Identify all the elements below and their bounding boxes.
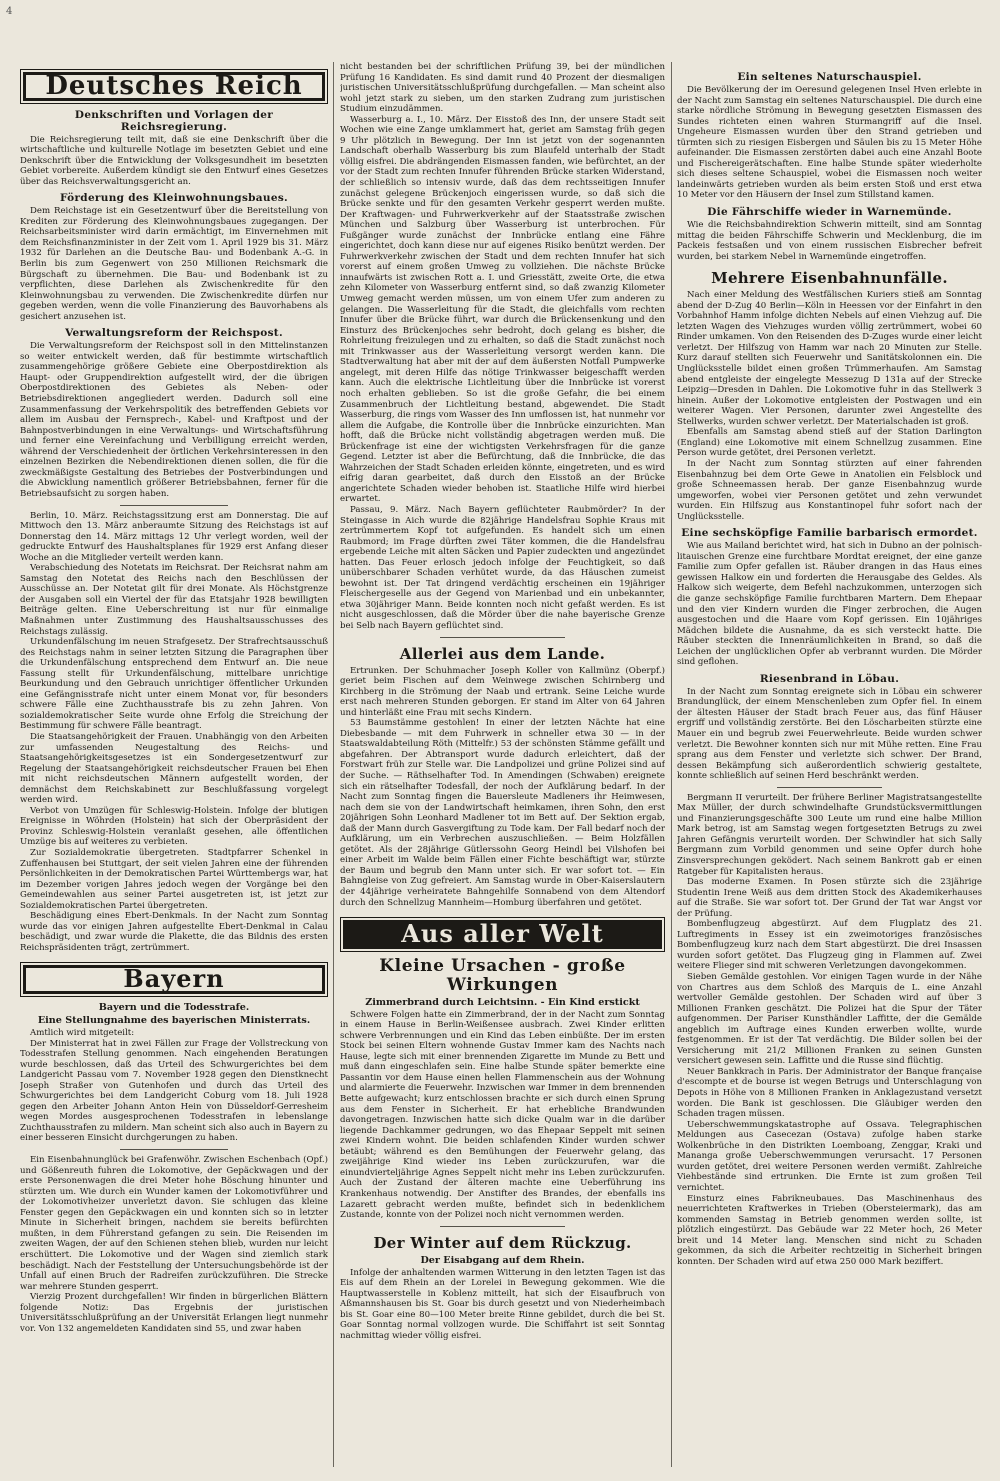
article-title: Der Winter auf dem Rückzug.	[373, 1233, 632, 1252]
article-body: Nach einer Meldung des Westfälischen Kuriers stieß am Sonntag abend der D-Zug 40 Berlin—Köln in Heessen vor der Einfahrt in den Vorbahnhof Hamm infolge dichten Nebels auf einen Viehzug auf. Die letzten Wagen des Viehzuges wurden völlig zertrümmert, wobei 60 Rinder umkamen. Von den Reisenden des D-Zuges wurde einer leicht verletzt. Der Hilfszug von Hamm war nach 20 Minuten zur Stelle. Kurz darauf stellten sich Feuerwehr und Sanitätskolonnen ein. Die Unglücksstelle bildet einen großen Trümmerhaufen. Am Samstag abend entgleiste der eingelegte Messezug D 131a auf der Strecke Leipzig—Dresden in Dahlen. Die Lokomotive fuhr in das Stellwerk 3 hinein. Außer der Lokomotive entgleisten der Postwagen und ein weiterer Wagen. Vier Personen, darunter zwei Angestellte des Stellwerks, wurden schwer verletzt. Der Materialschaden ist groß.	[677, 290, 982, 427]
column-3	[677, 66, 982, 1467]
article-body: Neuer Bankkrach in Paris. Der Administrator der Banque française d'escompte et de bourse ist wegen Betrugs und Unterschlagung von Depots in Höhe von 8 Millionen Franken in Anklagezustand versetzt worden. Die Bank ist geschlossen. Die Gläubiger werden den Schaden tragen müssen.	[677, 1066, 982, 1120]
article-title: Mehrere Eisenbahnunfälle.	[711, 269, 948, 288]
article-body: Sieben Gemälde gestohlen. Vor einigen Tagen wurde in der Nähe von Chartres aus dem Schloß des Marquis de L. eine Anzahl wertvoller Gemälde gestohlen. Der Schaden wird auf über 3 Millionen Franken geschätzt. Die Polizei hat die Spur der Täter aufgenommen. Der Pariser Kunsthändler Laffitte, der die Gemälde angeblich im Auftrage eines Kunden erwerben wollte, wurde festgenommen. Er ist der Tat verdächtig. Die Bilder sollen bei der Versicherung mit 21/2 Millionen Franken zu seinen Gunsten versichert gewesen sein. Laffitte und die Russe sind flüchtig.	[677, 972, 982, 1067]
article-lead: Amtlich wird mitgeteilt:	[30, 1028, 135, 1039]
article-body: Passau, 9. März. Nach Bayern geflüchteter Raubmörder? In der Steingasse in Aich wurde die 82jährige Handelsfrau Sophie Kraus mit zertrümmertem Kopf tot aufgefunden. Es handelt sich um einen Raubmord; im Frage dürften zwei Täter kommen, die die Handelsfrau ergebende Leiche mit alten Säcken und Papier zudeckten und angezündet hatten. Das Feuer erlosch jedoch infolge der Feuchtigkeit, so daß unüberschbarer Schaden verhütet wurde, da das Häuschen zumeist bewohnt ist. Der Tat dringend verdächtig erscheinen ein 19jähriger Fleischergeselle aus der Gegend von Marienbad und ein unbekannter, etwa 30jähriger Mann. Beide konnten noch nicht gefaßt werden. Es ist nicht ausgeschlossen, daß die Mörder über die nahe bayerische Grenze bei Selb nach Bayern geflüchtet sind.	[340, 504, 665, 631]
article-body: Bombenflugzeug abgestürzt. Auf dem Flugplatz des 21. Luftregiments in Essey ist ein zweimotoriges französisches Bombenflugzeug kurz nach dem Start abgestürzt. Die drei Insassen wurden sofort getötet. Das Flugzeug ging in Flammen auf. Zwei weitere Flieger sind mit schweren Verletzungen davongekommen.	[677, 919, 982, 972]
article-body: Verabschiedung des Notetats im Reichsrat. Der Reichsrat nahm am Samstag den Notetat des Reichs nach den Beschlüssen der Ausschüsse an. Der Notetat gilt für drei Monate. Als Höchstgrenze der Ausgaben soll ein Viertel der für das Etatsjahr 1928 bewilligten Beiträge gelten. Eine Ueberschreitung ist nur für einmalige Maßnahmen unter Zustimmung des Haushaltsausschusses des Reichstags zulässig.	[20, 563, 328, 637]
divider	[440, 637, 565, 638]
article-body: Die Staatsangehörigkeit der Frauen. Unabhängig von den Arbeiten zur umfassenden Neugestaltung des Reichs- und Staatsangehörigkeitsgesetzes ist ein Sondergesetzentwurf zur Regelung der Staatsangehörigkeit reichsdeutscher Frauen bei Ehen mit nicht reichsdeutschen Männern aufgestellt worden, der demnächst dem Reichskabinett zur Beschlußfassung vorgelegt werden wird.	[20, 731, 328, 806]
section-banner-bayern: Bayern	[23, 965, 325, 994]
article-body: Beschädigung eines Ebert-Denkmals. In der Nacht zum Sonntag wurde das vor einigen Jahren aufgestellte Ebert-Denkmal in Calau beschädigt, und zwar wurde die Plakette, die das Bildnis des ersten Reichspräsidenten trägt, zertrümmert.	[20, 911, 328, 953]
article-body: Der Ministerrat hat in zwei Fällen zur Frage der Vollstreckung von Todesstrafen Stellung genommen. Nach eingehenden Beratungen wurde beschlossen, daß das Urteil des Schwurgerichtes bei dem Landgericht Passau vom 7. November 1928 gegen den Dienstknecht Joseph Straßer von Gutenhofen und durch das Urteil des Schwurgerichtes bei dem Landgericht Coburg vom 18. Juli 1928 gegen den Arbeiter Johann Anton Hein von Düsseldorf-Gerresheim wegen Mordes ausgesprochenen Todesstrafen in lebenslange Zuchthausstrafen zu mildern. Man scheint sich also auch in Bayern zu einer besseren Einsicht durchgerungen zu haben.	[20, 1038, 328, 1144]
article-body: Dem Reichstage ist ein Gesetzentwurf über die Bereitstellung von Krediten zur Förderung des Kleinwohnungsbaues zugegangen. Der Reichsarbeitsminister wird darin ermächtigt, im Einvernehmen mit dem Reichsfinanzminister in der Zeit vom 1. April 1929 bis 31. März 1932 für Darlehen an die Deutsche Bau- und Bodenbank A.-G. in Berlin bis zum Gegenwert von 250 Millionen Reichsmark die Bürgschaft zu übernehmen. Die Bau- und Bodenbank ist zu verpflichten, diese Darlehen als Zwischenkredite für den Kleinwohnungsbau zu verwenden. Die Zwischenkredite dürfen nur gegeben werden, wenn die volle Finanzierung des Bauvorhabens als gesichert anzusehen ist.	[20, 206, 328, 322]
article-body: Ueberschwemmungskatastrophe auf Ossava. Telegraphischen Meldungen aus Casecezan (Ostava) zufolge haben starke Wolkenbrüche in den Distrikten Loemboang, Zenggar, Kraki und Mananga große Ueberschwemmungen verursacht. 17 Personen wurden getötet, drei weitere Personen werden vermißt. Zahlreiche Viehbestände sind ertrunken. Die Ernte ist zum großen Teil vernichtet.	[677, 1119, 982, 1193]
article-title: Ein seltenes Naturschauspiel.	[737, 71, 922, 83]
article-body: Ertrunken. Der Schuhmacher Joseph Koller von Kallmünz (Oberpf.) geriet beim Fischen auf dem Weinwege zwischen Schirnberg und Kirchberg in die Strömung der Naab und ertrank. Seine Leiche wurde erst nach mehreren Stunden geborgen. Er stand im Alter von 64 Jahren und hinterläßt eine Frau mit sechs Kindern.	[340, 665, 665, 718]
article-title: Verwaltungsreform der Reichspost.	[65, 327, 283, 340]
column-divider	[333, 62, 334, 1467]
article-title: Denkschriften und Vorlagen der Reichsregierung.	[74, 108, 274, 133]
section-banner-aus-aller-welt: Aus aller Welt	[343, 920, 662, 949]
column-2	[340, 62, 665, 1467]
article-body: Schwere Folgen hatte ein Zimmerbrand, der in der Nacht zum Sonntag in einem Hause in Berlin-Weißensee ausbrach. Zwei Kinder erlitten schwere Verbrennungen und ein Kind das Leben einbüßte. Der im ersten Stock bei seinen Eltern wohnende Gustav Immer kam des Nachts nach Hause, legte sich mit einer brennenden Zigarette im Munde zu Bett und muß dann eingeschlafen sein. Eine halbe Stunde später bemerkte eine Passantin vor dem Hause einen hellen Flammenschein aus der Wohnung und alarmierte die Feuerwehr. Inzwischen war Immer in dem brennenden Bette aufgewacht; kurz entschlossen brachte er sich durch einen Sprung aus dem Fenster in Sicherheit. Er hat erhebliche Brandwunden davongetragen. Inzwischen hatte sich dicke Qualm war in die darüber liegende Dachkammer gedrungen, wo das Ehepaar Seppelt mit seinen zwei Kindern wohnt. Die beiden schlafenden Kinder wurden schwer betäubt; während es den Bemühungen der Feuerwehr gelang, das zweijährige Kind wieder ins Leben zurückzurufen, war die einundvierteljährige Agnes Seppelt nicht mehr ins Leben zurückzurufen. Auch der Zustand der älteren machte eine Ueberführung ins Krankenhaus notwendig. Der Anstifter des Brandes, der ebenfalls ins Lazarett gebracht werden mußte, befindet sich in bedenklichem Zustande, konnte von der Polizei noch nicht vernommen werden.	[340, 1009, 665, 1221]
article-title: Eine sechsköpfige Familie barbarisch ermordet.	[681, 527, 978, 540]
page-corner-mark: 4	[6, 6, 13, 17]
article-body: Wie die Reichsbahndirektion Schwerin mitteilt, sind am Sonntag mittag die beiden Fährschiffe Schwerin und Mecklenburg, die im Packeis festsaßen und von einem russischen Eisbrecher befreit wurden, bei starkem Nebel in Warnemünde eingetroffen.	[677, 220, 982, 262]
article-body: Vierzig Prozent durchgefallen! Wir finden in bürgerlichen Blättern folgende Notiz: Das Ergebnis der juristischen Universitätsschlußprüfung an der Universität Erlangen liegt nunmehr vor. Von 132 angemeldeten Kandidaten sind 55, und zwar haben	[20, 1292, 328, 1334]
divider	[777, 787, 882, 788]
article-subtitle: Der Eisabgang auf dem Rhein.	[420, 1254, 585, 1266]
article-body: Verbot von Umzügen für Schleswig-Holstein. Infolge der blutigen Ereignisse in Wöhrden (Holstein) hat sich der Oberpräsident der Provinz Schleswig-Holstein veranlaßt gesehen, alle öffentlichen Umzüge bis auf weiteres zu verbieten.	[20, 805, 328, 848]
article-subtitle: Eine Stellungnahme des bayerischen Ministerrats.	[37, 1015, 311, 1027]
article-body: Die Verwaltungsreform der Reichspost soll in den Mittelinstanzen so weiter entwickelt werden, daß für bestimmte wirtschaftlich zusammengehörige größere Gebiete eine Oberpostdirektion als Haupt- oder Gruppendirektion aufgestellt wird, der die übrigen Oberpostdirektionen des Gebietes als Neben- oder Betriebsdirektionen angegliedert werden. Dadurch soll eine Zusammenfassung der Verkehrspolitik des betreffenden Gebiets vor allem im Ausbau der Fernsprech-, Kabel- und Kraftpost und der Bahnpostverbindungen in eine Verwaltungs- und Wirtschaftsführung und ferner eine Vereinfachung und Verbilligung erreicht werden, während der Verschiedenheit der örtlichen Verkehrsinteressen in den einzelnen Bezirken die Nebendirektionen dienen sollen, die für die zweckmäßigste Gestaltung des Betriebes der Postverbindungen und die Abwicklung namentlich größerer Betriebsbahnen, ferner für die Betriebsaufsicht zu sorgen haben.	[20, 341, 328, 499]
article-title: Bayern und die Todesstrafe.	[98, 1002, 250, 1014]
article-body: Ebenfalls am Samstag abend stieß auf der Station Darlington (England) eine Lokomotive mit einem Schnellzug zusammen. Eine Person wurde getötet, drei Personen verletzt.	[677, 427, 982, 459]
article-subtitle: Zimmerbrand durch Leichtsinn. - Ein Kind erstickt	[365, 996, 640, 1008]
section-heading-allerlei: Allerlei aus dem Lande.	[399, 644, 606, 663]
column-divider	[671, 62, 672, 1467]
article-body: Urkundenfälschung im neuen Strafgesetz. Der Strafrechtsausschuß des Reichstags nahm in seiner letzten Sitzung die Paragraphen über die Urkundenfälschung entsprechend dem Entwurf an. Die neue Fassung stellt für Urkundenfälschung, mittelbare unrichtige Beurkundung und den Gebrauch unrichtiger öffentlicher Urkunden eine Gefängnisstrafe nicht unter einem Monat vor, für besonders schwere Fälle eine Zuchthausstrafe bis zu zehn Jahren. Von sozialdemokratischer Seite wurde ohne Erfolg die Streichung der Bestimmung für schwere Fälle beantragt.	[20, 637, 328, 732]
article-body: Wie aus Mailand berichtet wird, hat sich in Dubno an der polnisch-litauischen Grenze eine furchtbare Mordtat ereignet, der eine ganze Familie zum Opfer gefallen ist. Räuber drangen in das Haus eines gewissen Halkow ein und forderten die Herausgabe des Geldes. Als Halkow sich weigerte, dem Befehl nachzukommen, unterzogen sich die ganze sechsköpfige Familie furchtbaren Martern. Dem Ehepaar und den vier Kindern wurden die Finger zerbrochen, die Augen ausgestochen und die Haare vom Kopf gerissen. Ein 10jähriges Mädchen bildete die Ausnahme, da es sich versteckt hatte. Die Räuber steckten die Innenräumlichkeiten in Brand, so daß die Leichen der unglücklichen Opfer ab verbrannt wurden. Die Mörder sind geflohen.	[677, 541, 982, 668]
article-body: Zur Sozialdemokratie übergetreten. Stadtpfarrer Schenkel in Zuffenhausen bei Stuttgart, der seit vielen Jahren eine der führenden Persönlichkeiten in der Demokratischen Partei Württembergs war, hat im Dezember vorigen Jahres jedoch wegen der Vorgänge bei den Gemeindewahlen aus seiner Partei ausgetreten ist, ist jetzt zur Sozialdemokratischen Partei übergetreten.	[20, 848, 328, 911]
column-1	[20, 60, 328, 1467]
article-title: Die Fährschiffe wieder in Warnemünde.	[707, 206, 952, 219]
article-body: Die Reichsregierung teilt mit, daß sie eine Denkschrift über die wirtschaftliche und kulturelle Notlage im besetzten Gebiet und eine Denkschrift über die Entwicklung der Volksgesundheit im besetzten Gebiet vorbereite. Außerdem kündigt sie den Entwurf eines Gesetzes über das Reichsverwaltungsgericht an.	[20, 134, 328, 187]
article-body: In der Nacht zum Sonntag ereignete sich in Löbau ein schwerer Brandunglück, der einem Menschenleben zum Opfer fiel. In einem der ältesten Häuser der Stadt brach Feuer aus, das fünf Häuser ergriff und vollständig zerstörte. Bei den Löscharbeiten stürzte eine Mauer ein und begrub zwei Feuerwehrleute. Beide wurden schwer verletzt. Die Bewohner konnten sich nur mit Mühe retten. Eine Frau sprang aus dem Fenster und verletzte sich schwer. Der Brand, dessen Bekämpfung sich außerordentlich schwierig gestaltete, konnte schließlich auf seinen Herd beschränkt werden.	[677, 686, 982, 782]
article-body: Die Bevölkerung der im Oeresund gelegenen Insel Hven erlebte in der Nacht zum Samstag ein seltenes Naturschauspiel. Die durch eine starke nördliche Strömung in Bewegung gesetzten Eismassen des Sundes richteten einen wahren Sturmangriff auf die Insel. Ungeheure Eismassen wurden über den Strand getrieben und türmten sich zu riesigen Eisbergen und Säulen bis zu 15 Meter Höhe aufeinander. Die Eismassen zerstörten dabei auch eine Anzahl Boote und Fischereigerätschaften. Eine halbe Stunde später wiederholte sich dieses seltene Schauspiel, wobei die Eismassen noch weiter landeinwärts getrieben wurden als beim ersten Stoß und erst etwa 10 Meter vor den Häusern der Insel zum Stillstand kamen.	[677, 85, 982, 201]
article-headline: Kleine Ursachen - große Wirkungen	[379, 955, 626, 995]
article-continuation: nicht bestanden bei der schriftlichen Prüfung 39, bei der mündlichen Prüfung 16 Kandidaten. Es sind damit rund 40 Prozent der diesmaligen juristischen Universitätsschlußprüfung durchgefallen. — Man scheint also wohl jetzt stark zu sieben, um den starken Zudrang zum juristischen Studium einzudämmen.	[340, 62, 665, 115]
article-body: Berlin, 10. März. Reichstagssitzung erst am Donnerstag. Die auf Mittwoch den 13. März anberaumte Sitzung des Reichstags ist auf Donnerstag den 14. März mittags 12 Uhr verlegt worden, weil der gedruckte Entwurf des Haushaltsplanes für 1929 erst Anfang dieser Woche an die Mitglieder verteilt werden kann.	[20, 510, 328, 563]
article-body: Wasserburg a. I., 10. März. Der Eisstoß des Inn, der unsere Stadt seit Wochen wie eine Zange umklammert hat, geriet am Samstag früh gegen 9 Uhr plötzlich in Bewegung. Der Inn ist jetzt von der sogenannten Landschaft oberhalb Wasserburg bis zum Blaufeld unterhalb der Stadt völlig eisfrei. Die abdrängenden Eismassen fanden, wie befürchtet, an der vor der Stadt zum rechten Innufer führenden Brücke starken Widerstand, der schließlich so intensiv wurde, daß das dem rechtsseitigen Innufer zunächst gelegene Brückenjoch eingerissen wurde, so daß sich die Brücke senkte und für den gesamten Verkehr gesperrt werden mußte. Der Kraftwagen- und Fuhrwerkverkehr auf der Staatsstraße zwischen München und Salzburg über Wasserburg ist unterbrochen. Für Fußgänger wurde zunächst der Innbrücke entlang eine Fähre eingerichtet, doch kann diese nur auf eigenes Risiko benützt werden. Der Fuhrwerkverkehr zwischen der Stadt und dem rechten Innufer hat sich vorerst auf einem großen Umweg zu vollziehen. Die nächste Brücke innaufwärts ist zwischen Rott a. I. und Griesstätt, zweite Orte, die etwa zehn Kilometer von Wasserburg entfernt sind, so daß zwanzig Kilometer Umweg gemacht werden müssen, um von einem Ufer zum anderen zu gelangen. Die Wasserleitung für die Stadt, die gleichfalls vom rechten Innufer über die Brücke führt, war durch die Brückensenkung und den Einsturz des Brückenjoches sehr bedroht, doch gelang es bisher, die Rohrleitung freizulegen und zu erhalten, so daß die Stadt zunächst noch mit Trinkwasser aus der Wasserleitung versorgt werden kann. Die Stadtverwaltung hat aber mit der auf dem äußersten Notfall Pumpwerke angelegt, mit deren Hilfe das nötige Trinkwasser beigeschafft werden kann. Auch die elektrische Lichtleitung über die Innbrücke ist vorerst noch erhalten geblieben. So ist die große Gefahr, die bei einem Zusammenbruch der Lichtleitung bestand, abgewendet. Die Stadt Wasserburg, die rings vom Wasser des Inn umflossen ist, hat nunmehr vor allem die Aufgabe, die Kontrolle über die Innbrücke einzurichten. Man hofft, daß die Brücke nicht vollständig abgetragen werden muß. Die Brückenfrage ist eine der wichtigsten Verkehrsfragen für die ganze Gegend. Letzter ist aber die Befürchtung, daß die Innbrücke, die das Wahrzeichen der Stadt Schaden erleiden könnte, eingetreten, und es wird eifrig daran gearbeitet, daß durch den Eisstoß an der Brücke angerichtete Schaden wieder behoben ist. Staatliche Hilfe wird hierbei erwartet.	[340, 114, 665, 505]
article-title: Förderung des Kleinwohnungsbaues.	[59, 192, 288, 205]
article-body: Ein Eisenbahnunglück bei Grafenwöhr. Zwischen Eschenbach (Opf.) und Gößenreuth fuhren die Lokomotive, der Gepäckwagen und der erste Personenwagen die drei Meter hohe Böschung hinunter und stürzten um. Wie durch ein Wunder kamen der Lokomotivführer und der Lokomotivheizer unverletzt davon. Sie schlugen das kleine Fenster gegen den Gepäckwagen ein und konnten sich so in letzter Minute in Sicherheit bringen, nachdem sie bereits befürchten mußten, in dem Führerstand gefangen zu sein. Die Reisenden im zweiten Wagen, der auf den Schienen stehen blieb, wurden nur leicht erschüttert. Die Lokomotive und der Wagen sind ziemlich stark beschädigt. Nach der Feststellung der Untersuchungsbehörde ist der Unfall auf einen Bruch der Radreifen zurückzuführen. Die Strecke war mehrere Stunden gesperrt.	[20, 1155, 328, 1292]
article-body: Das moderne Examen. In Posen stürzte sich die 23jährige Studentin Irene Weiß aus dem dritten Stock des Akademikerhauses auf die Straße. Sie war sofort tot. Der Grund der Tat war Angst vor der Prüfung.	[677, 877, 982, 919]
article-body: Infolge der anhaltenden warmen Witterung in den letzten Tagen ist das Eis auf dem Rhein an der Lorelei in Bewegung gekommen. Wie die Hauptwasserstelle in Koblenz mitteilt, hat sich der Eisaufbruch von Aßmannshausen bis St. Goar bis durch gesetzt und von Niederheimbach bis St. Goar eine 80—100 Meter breite Rinne gebildet, durch die bei St. Goar Sonntag normal vollzogen wurde. Die Schiffahrt ist seit Sonntag nachmittag wieder völlig eisfrei.	[340, 1267, 665, 1341]
article-body: In der Nacht zum Sonntag stürzten auf einer fahrenden Eisenbahnzug bei dem Orte Gewe in Anatolien ein Felsblock und große Schneemassen herab. Der ganze Eisenbahnzug wurde umgeworfen, wobei vier Personen getötet und zehn verwundet wurden. Ein Hilfszug aus Konstantinopel fuhr sofort nach der Unglücksstelle.	[677, 458, 982, 522]
divider	[120, 505, 228, 506]
article-body: 53 Baumstämme gestohlen! In einer der letzten Nächte hat eine Diebesbande — mit dem Fuhrwerk in schneller etwa 30 — in der Staatswaldabteilung Röth (Mittelfr.) 53 der schönsten Stämme gefällt und abgefahren. Der Abtransport wurde dadurch erleichtert, daß der Forstwart früh zur Stelle war. Die Landpolizei und grüne Polizei sind auf der Suche. — Räthselhafter Tod. In Amendingen (Schwaben) ereignete sich ein rätselhafter Todesfall, der noch der Aufklärung bedarf. In der Nacht zum Sonntag fingen die Bauersleute Madleners ihr Heimwesen, nach dem sie von der Landwirtschaft heimkamen, ihren Sohn, den erst 20jährigen Sohn Leonhard Madlener tot im Bett auf. Der Sektion ergab, daß der Mann durch Gasvergiftung zu Tode kam. Der Fall bedarf noch der Aufklärung, um ein Verbrechen auszuschließen. — Beim Holzfällen getötet. Als der 28jährige Gütlerssohn Georg Heindl bei Vilshofen bei einer Arbeit im Walde beim Fällen einer Fichte beschäftigt war, stürzte der Baum und begrub den Mann unter sich. Er war sofort tot. — Ein Bahngleise von Zug gefreiert. Am Samstag wurde in Ober-Kaiserslautern der 44jährige verheiratete Bahngehilfe Sonnabend von dem Altendorf durch den Schnellzug Mannheim—Homburg überfahren und getötet.	[340, 718, 665, 908]
article-title: Riesenbrand in Löbau.	[759, 672, 900, 685]
divider	[120, 1149, 228, 1150]
article-body: Bergmann II verurteilt. Der frühere Berliner Magistratsangestellte Max Müller, der durch schwindelhafte Grundstücksvermittlungen und Finanzierungsgeschäfte 300 Leute um rund eine halbe Million Mark betrog, ist am Samstag wegen fortgesetzten Betrugs zu zwei Jahren Gefängnis verurteilt worden. Der Schwindler hat sich Sally Bergmann zum Vorbild genommen und seine Opfer durch hohe Zinsversprechungen geködert. Nach seinem Bankrott gab er einen Ratgeber für Kapitalisten heraus.	[677, 792, 982, 877]
section-banner-deutsches-reich: Deutsches Reich	[23, 72, 325, 101]
divider	[440, 1226, 565, 1227]
article-body: Einsturz eines Fabrikneubaues. Das Maschinenhaus des neuerrichteten Kraftwerkes in Trieben (Obersteiermark), das am kommenden Samstag in Betrieb genommen werden sollte, ist plötzlich eingestürzt. Das Gebäude war 22 Meter hoch, 26 Meter breit und 14 Meter lang. Menschen sind nicht zu Schaden gekommen, da sich die Arbeiter rechtzeitig in Sicherheit bringen konnten. Der Schaden wird auf etwa 250 000 Mark beziffert.	[677, 1193, 982, 1267]
